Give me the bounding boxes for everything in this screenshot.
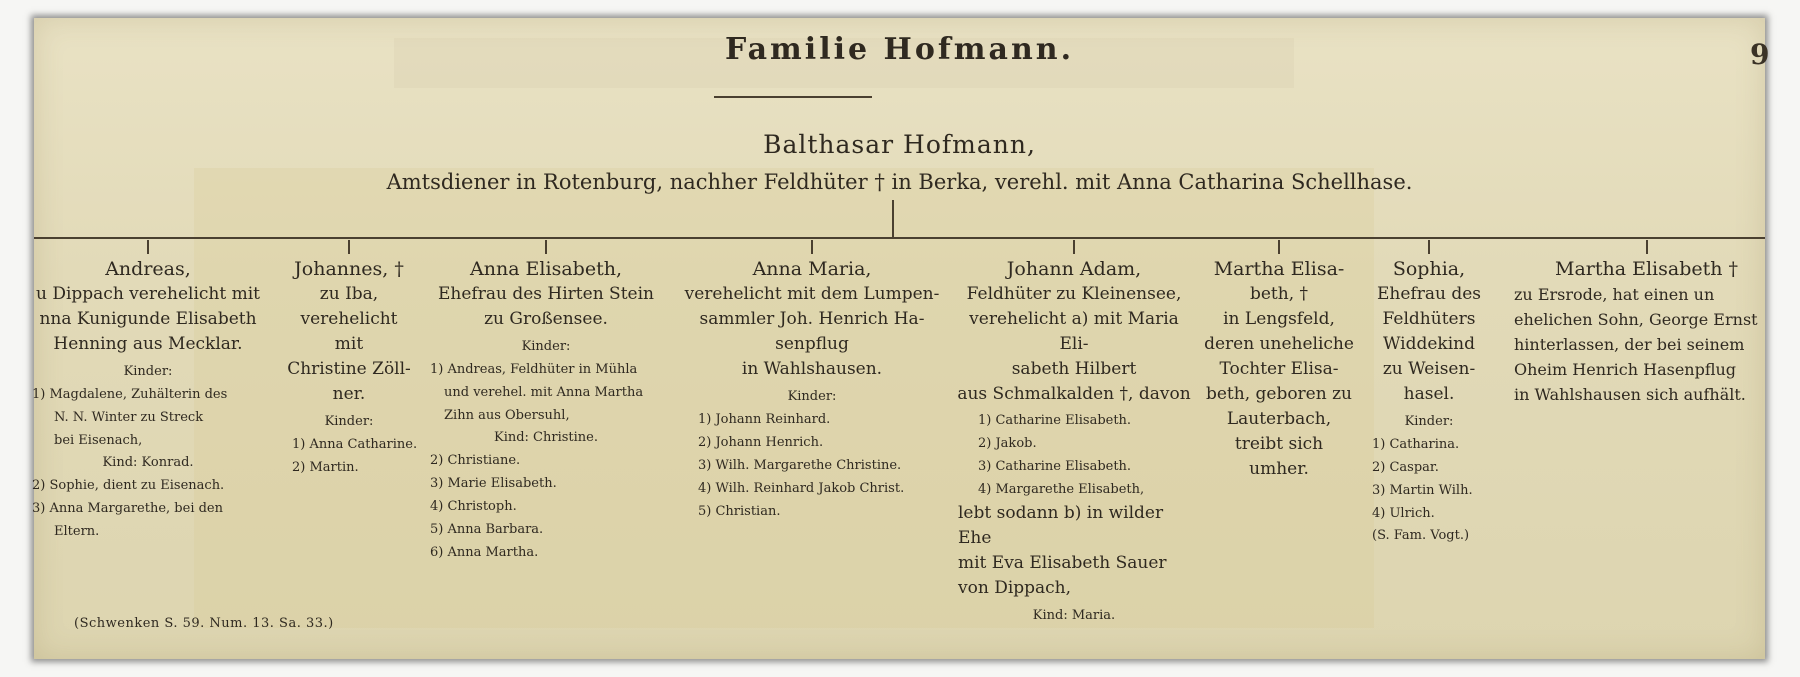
- child-name: Anna Elisabeth,: [470, 258, 622, 280]
- list-item: 1) Johann Reinhard.: [698, 412, 831, 427]
- branch-tick: [1428, 240, 1430, 254]
- kinder-sub: Kind: Christine.: [493, 430, 599, 445]
- child-description: Feldhüter zu Kleinensee, verehelicht a) mit Maria Eli- sabeth Hilbert aus Schmalkalden †, davon: [957, 284, 1191, 404]
- list-item: 3) Marie Elisabeth.: [430, 476, 557, 491]
- kinder-label: Kinder:: [787, 389, 837, 404]
- list-item: 1) Magdalene, Zuhälterin des: [32, 387, 228, 402]
- list-item: bei Eisenach,: [54, 433, 143, 448]
- kinder-list: [28, 383, 268, 452]
- kinder-sub: Kind: Konrad.: [102, 455, 194, 470]
- child-extra-text: lebt sodann b) in wilder Ehe mit Eva Elisabeth Sauer von Dippach,: [958, 503, 1167, 598]
- list-item: 1) Catharine Elisabeth.: [978, 413, 1132, 428]
- kinder-label: Kinder:: [521, 339, 571, 354]
- child-column-anna-maria: [682, 240, 942, 640]
- root-person-name: Balthasar Hofmann,: [763, 130, 1036, 159]
- page-number: 9: [1750, 38, 1770, 71]
- list-item: 4) Wilh. Reinhard Jakob Christ.: [698, 481, 905, 496]
- page-title: Familie Hofmann.: [724, 32, 1075, 67]
- child-column-anna-elisabeth: [426, 240, 666, 640]
- child-column-johann-adam: [954, 240, 1194, 640]
- list-item: 6) Anna Martha.: [430, 545, 539, 560]
- list-item: 2) Caspar.: [1372, 460, 1439, 475]
- child-column-johannes: [284, 240, 418, 640]
- list-item: 3) Martin Wilh.: [1372, 483, 1473, 498]
- list-item: Eltern.: [54, 524, 100, 539]
- title-rule: [714, 96, 872, 98]
- list-item: 4) Ulrich.: [1372, 506, 1435, 521]
- child-description: Ehefrau des Feldhüters Widdekind zu Weisen- hasel.: [1377, 284, 1481, 404]
- root-person-description: Amtsdiener in Rotenburg, nachher Feldhüter † in Berka, verehl. mit Anna Catharina Schellhase.: [386, 170, 1413, 194]
- child-description: zu Iba, verehelicht mit Christine Zöll- ner.: [287, 284, 411, 404]
- kinder-label: Kinder:: [1404, 414, 1454, 429]
- list-item: Zihn aus Obersuhl,: [444, 408, 570, 423]
- list-item: 1) Anna Catharine.: [292, 437, 418, 452]
- list-item: 4) Christoph.: [430, 499, 517, 514]
- kinder-list-2: [426, 449, 666, 564]
- child-column-andreas: [28, 240, 268, 640]
- child-column-martha-elisabeth-2: [1514, 240, 1779, 640]
- child-column-martha-elisabeth-1: [1204, 240, 1354, 640]
- kinder-label: Kinder:: [324, 414, 374, 429]
- list-item: 2) Martin.: [292, 460, 359, 475]
- branch-tick: [1278, 240, 1280, 254]
- branch-tick: [811, 240, 813, 254]
- child-column-sophia: [1364, 240, 1494, 640]
- kinder-sub: Kind: Maria.: [1032, 608, 1116, 623]
- kinder-list: [954, 409, 1194, 501]
- kinder-list: [1364, 433, 1494, 525]
- child-name: Anna Maria,: [752, 258, 872, 280]
- kinder-list-2: [28, 474, 268, 543]
- list-item: 1) Andreas, Feldhüter in Mühla: [430, 362, 638, 377]
- child-name: Johann Adam,: [1006, 258, 1142, 280]
- list-item: 3) Wilh. Margarethe Christine.: [698, 458, 902, 473]
- child-name: Andreas,: [105, 258, 191, 280]
- list-item: N. N. Winter zu Streck: [54, 410, 204, 425]
- kinder-list: [682, 408, 942, 523]
- branch-tick: [348, 240, 350, 254]
- source-citation: (Schwenken S. 59. Num. 13. Sa. 33.): [74, 616, 334, 631]
- child-name: Sophia,: [1392, 258, 1466, 280]
- list-item: 4) Margarethe Elisabeth,: [978, 482, 1145, 497]
- scanned-page: [32, 18, 1770, 659]
- branch-tick: [1646, 240, 1648, 254]
- child-description: verehelicht mit dem Lumpen- sammler Joh. Henrich Ha- senpflug in Wahlshausen.: [684, 284, 940, 379]
- kinder-list: [284, 433, 418, 479]
- child-description: zu Ersrode, hat einen un ehelichen Sohn, George Ernst hinterlassen, der bei seinem Oheim Henrich Hasenpflug in Wahlshausen sich aufhält.: [1514, 285, 1758, 404]
- child-description: beth, † in Lengsfeld, deren uneheliche Tochter Elisa- beth, geboren zu Lauterbach, treibt sich umher.: [1204, 284, 1354, 479]
- child-name: Martha Elisabeth †: [1554, 258, 1739, 280]
- child-name: Martha Elisa-: [1213, 258, 1345, 280]
- list-item: 2) Johann Henrich.: [698, 435, 824, 450]
- tree-trunk-line: [892, 200, 894, 238]
- kinder-label: Kinder:: [123, 364, 173, 379]
- cross-reference-note: (S. Fam. Vogt.): [1372, 528, 1470, 543]
- kinder-list: [426, 358, 666, 427]
- child-name: Johannes, †: [294, 258, 404, 280]
- list-item: 1) Catharina.: [1372, 437, 1460, 452]
- child-description: u Dippach verehelicht mit nna Kunigunde Elisabeth Henning aus Mecklar.: [35, 284, 261, 354]
- list-item: 2) Christiane.: [430, 453, 521, 468]
- list-item: 3) Catharine Elisabeth.: [978, 459, 1132, 474]
- list-item: und verehel. mit Anna Martha: [444, 385, 644, 400]
- branch-tick: [1073, 240, 1075, 254]
- list-item: 2) Sophie, dient zu Eisenach.: [32, 478, 225, 493]
- branch-tick: [545, 240, 547, 254]
- list-item: 2) Jakob.: [978, 436, 1037, 451]
- child-description: Ehefrau des Hirten Stein zu Großensee.: [438, 284, 654, 329]
- tree-branch-line: [34, 237, 1765, 239]
- list-item: 5) Anna Barbara.: [430, 522, 544, 537]
- list-item: 5) Christian.: [698, 504, 781, 519]
- list-item: 3) Anna Margarethe, bei den: [32, 501, 223, 516]
- branch-tick: [147, 240, 149, 254]
